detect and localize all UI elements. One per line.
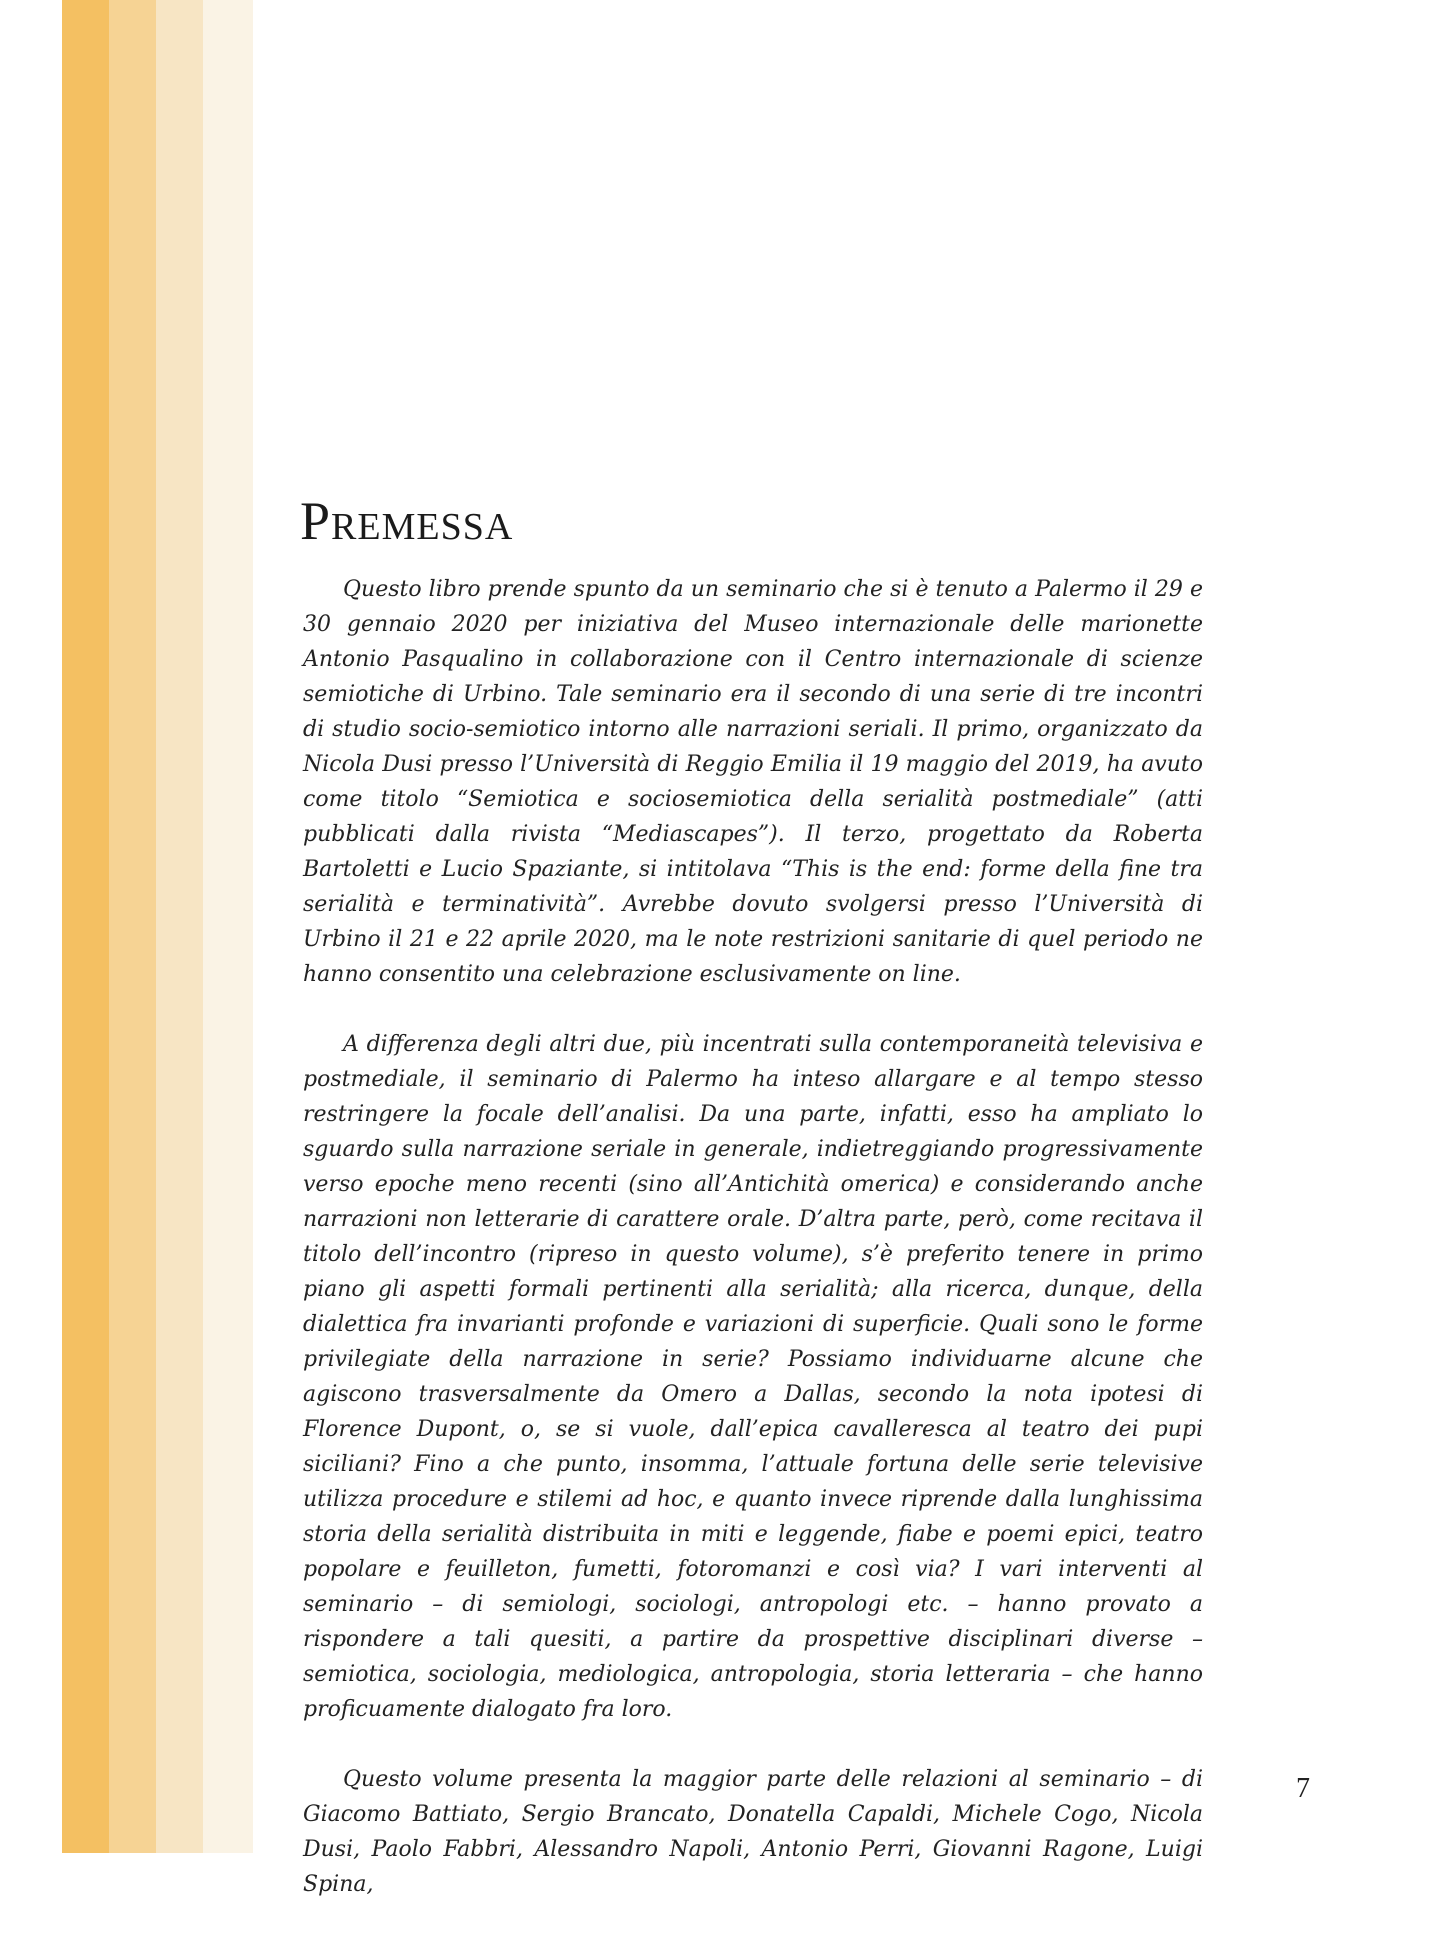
page-number: 7 [1296,1773,1310,1804]
stripe-medium-yellow [109,0,156,1853]
paragraph-2: A differenza degli altri due, più incentrati sulla contemporaneità televisiva e postmediale, il seminario di Palermo ha inteso allargare e al tempo stesso restringere la focale dell’analisi. Da una parte, infatti, esso ha ampliato lo sguardo sulla narrazione seriale in generale, indietreggiando progressivamente verso epoche meno recenti (sino all’Antichità omerica) e considerando anche narrazioni non letterarie di carattere orale. D’altra parte, però, come recitava il titolo dell’incontro (ripreso in questo volume), s’è preferito tenere in primo piano gli aspetti formali pertinenti alla serialità; alla ricerca, dunque, della dialettica fra invarianti profonde e variazioni di superficie. Quali sono le forme privilegiate della narrazione in serie? Possiamo individuarne alcune che agiscono trasversalmente da Omero a Dallas, secondo la nota ipotesi di Florence Dupont, o, se si vuole, dall’epica cavalleresca al teatro dei pupi siciliani? Fino a che punto, insomma, l’attuale fortuna delle serie televisive utilizza procedure e stilemi ad hoc, e quanto invece riprende dalla lunghissima storia della serialità distribuita in miti e leggende, fiabe e poemi epici, teatro popolare e feuilleton, fumetti, fotoromanzi e così via? I vari interventi al seminario – di semiologi, sociologi, antropologi etc. – hanno provato a rispondere a tali quesiti, a partire da prospettive disciplinari diverse – semiotica, sociologia, mediologica, antropologia, storia letteraria – che hanno proficuamente dialogato fra loro. [303,1032,1203,1722]
paragraph-1: Questo libro prende spunto da un seminario che si è tenuto a Palermo il 29 e 30 gennaio 2020 per iniziativa del Museo internazionale delle marionette Antonio Pasqualino in collaborazione con il Centro internazionale di scienze semiotiche di Urbino. Tale seminario era il secondo di una serie di tre incontri di studio socio-semiotico intorno alle narrazioni seriali. Il primo, organizzato da Nicola Dusi presso l’Università di Reggio Emilia il 19 maggio del 2019, ha avuto come titolo “Semiotica e sociosemiotica della serialità postmediale” (atti pubblicati dalla rivista “Mediascapes”). Il terzo, progettato da Roberta Bartoletti e Lucio Spaziante, si intitolava “This is the end: forme della fine tra serialità e terminatività”. Avrebbe dovuto svolgersi presso l’Università di Urbino il 21 e 22 aprile 2020, ma le note restrizioni sanitarie di quel periodo ne hanno consentito una celebrazione esclusivamente on line. [303,577,1203,987]
stripe-light-yellow [156,0,203,1853]
page-title: Premessa [300,491,514,551]
stripe-pale-cream [203,0,253,1853]
stripe-dark-yellow [62,0,109,1853]
paragraph-3: Questo volume presenta la maggior parte delle relazioni al seminario – di Giacomo Battiato, Sergio Brancato, Donatella Capaldi, Michele Cogo, Nicola Dusi, Paolo Fabbri, Alessandro Napoli, Antonio Perri, Giovanni Ragone, Luigi Spina, [303,1767,1203,1897]
decorative-side-stripes [0,0,253,1853]
stripe-margin [0,0,62,1853]
body-text [303,572,1203,1937]
